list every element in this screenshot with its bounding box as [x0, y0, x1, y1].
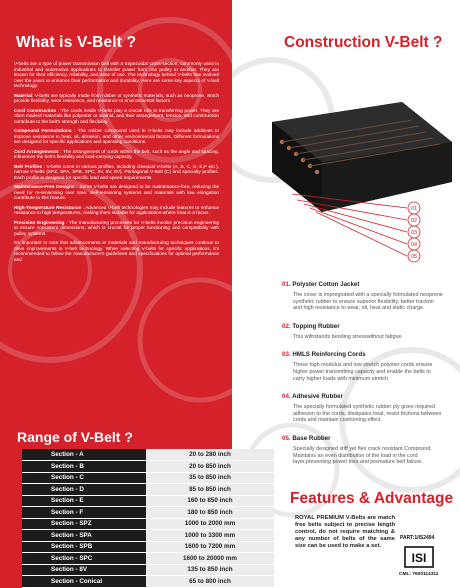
term-label: Maintenance-Free Designs — [14, 185, 75, 191]
paragraph-belt-profiles — [14, 165, 219, 182]
range-cell: 1600 to 7200 mm — [146, 541, 274, 553]
paragraph-cord-construction — [14, 109, 219, 126]
vbelt-cross-section-icon — [252, 62, 457, 277]
paragraph-compound — [14, 129, 219, 146]
callout-05: 05 — [410, 254, 418, 260]
vbelt-description — [14, 62, 219, 267]
term-text: : The arrangement of cords within the belt, such as the angle and spacing, influences the belt's flexibility and load-carrying capacity. — [14, 149, 219, 161]
layer-title: 05. Base Rubber — [282, 434, 331, 442]
paragraph-cord-arrangements — [14, 150, 219, 161]
table-row — [22, 472, 274, 484]
construction-title: Construction V-Belt ? — [284, 34, 443, 51]
term-text: : V-belts are typically made from rubber or synthetic materials, such as neoprene, which provide flexibility, wear resistance, and resistance to environmental factors. — [14, 93, 219, 105]
term-text: : Some V-belts are designed to be maintenance-free, reducing the need for re-tensioning over time. Self-tensioning systems and materials with low elongation contribute to this feature. — [14, 185, 220, 202]
term-label: Compound Formulations — [14, 129, 72, 135]
table-row — [22, 576, 274, 588]
section-cell: Section - SPA — [22, 530, 146, 542]
section-cell: Section - Conical — [22, 576, 146, 588]
term-label: Material — [14, 93, 32, 99]
paragraph-maintenance-free — [14, 185, 219, 202]
section-cell: Section - B — [22, 461, 146, 473]
paragraph-material — [14, 94, 219, 105]
part-number: PART:1/IS2494 — [400, 535, 435, 541]
table-row — [22, 518, 274, 530]
features-text: ROYAL PREMIUM V-Belts are match free belts subject to precise length control, do not require matching & any number of belts of the same size can be used to make a set. — [295, 515, 395, 549]
range-cell: 65 to 800 inch — [146, 576, 274, 588]
section-cell: Section - E — [22, 495, 146, 507]
isi-logo-text: ISI — [411, 551, 427, 565]
term-text: : Advanced V-belt technologies may include features to enhance resistance to high temperatures, making them suitable for applications where heat is a factor. — [14, 205, 219, 217]
term-label: Precision Engineering — [14, 220, 65, 226]
layer-description: The cover is impregnated with a specially formulated neoprene synthetic rubber to ensure superior flexibility, better traction and high resistance to wear, oil, heat and static charge. — [293, 292, 443, 312]
table-row — [22, 495, 274, 507]
term-text: : The cords inside V-belts play a crucial role in transferring power. They are often madeof materials like polyester or aramid, and their arrangement, tension, and construction contribute to the belt's strength and flexibility. — [14, 108, 219, 125]
layer-title: 02. Topping Rubber — [282, 322, 340, 330]
table-row — [22, 484, 274, 496]
table-row — [22, 564, 274, 576]
term-label: Belt Profiles — [14, 164, 43, 170]
term-text: : The rubber compound used in V-belts may include additives to improve resistance to heat, oil, abrasion, and other environmental factors. Different formulations are designed for specific applications and operating conditions. — [14, 129, 219, 146]
range-title: Range of V-Belt ? — [17, 429, 133, 445]
closing-paragraph: It's important to note that advancements in materials and manufacturing techniques continue to drive improvements in V-belt technology. When selecting V-belts for specific applications, it's recommended to follow the manufacturer's guidelines and specifications for optimal performance and — [14, 241, 219, 263]
range-cell: 135 to 850 inch — [146, 564, 274, 576]
range-cell: 1000 to 3300 mm — [146, 530, 274, 542]
callout-02: 02 — [410, 218, 418, 224]
range-cell: 20 to 850 inch — [146, 461, 274, 473]
cml-number: CML: 7600114311 — [399, 572, 439, 577]
layer-title: 01. Polyster Cotton Jacket — [282, 281, 360, 288]
term-text: : The manufacturing processes for V-belts involve precision engineering to ensure consistent dimensions, which is crucial for proper functioning and compatibility with pulley systems. — [14, 220, 219, 237]
table-row — [22, 461, 274, 473]
layer-title: 04. Adhesive Rubber — [282, 393, 343, 401]
layer-description: These high modulus and low stretch polyster cords ensure higher power transmitting capacity and enable the belts to carry higher loads with minimum stretch — [293, 362, 433, 382]
callout-04: 04 — [410, 242, 418, 248]
section-cell: Section - F — [22, 507, 146, 519]
layer-title: 03. HMLS Reinforcing Cords — [282, 351, 366, 359]
callout-01: 01 — [410, 206, 418, 212]
range-cell: 85 to 850 inch — [146, 484, 274, 496]
range-cell: 20 to 280 inch — [146, 449, 274, 461]
table-row — [22, 507, 274, 519]
term-label: Cord Construction — [14, 108, 57, 114]
table-row — [22, 530, 274, 542]
section-cell: Section - A — [22, 449, 146, 461]
range-cell: 1600 to 20000 mm — [146, 553, 274, 565]
section-cell: Section - SPZ — [22, 518, 146, 530]
range-cell: 180 to 850 inch — [146, 507, 274, 519]
range-table — [22, 449, 274, 588]
paragraph-precision — [14, 221, 219, 238]
paragraph-high-temp — [14, 206, 219, 217]
section-cell: Section - 8V — [22, 564, 146, 576]
term-label: Cord Arrangements — [14, 149, 59, 155]
layer-description: The specially formulated synthetic rubber ply gives required adhesion to the cords, dissipates heat, resist frictions between cords and maintain cushioning effect — [293, 404, 442, 424]
range-cell: 35 to 850 inch — [146, 472, 274, 484]
section-cell: Section - SPC — [22, 553, 146, 565]
callout-03: 03 — [410, 230, 418, 236]
layer-description: This withstands bending stresswithout fatigue. — [293, 333, 403, 340]
section-cell: Section - SPB — [22, 541, 146, 553]
table-row — [22, 553, 274, 565]
section-cell: Section - D — [22, 484, 146, 496]
intro-paragraph: V-belts are a type of power transmission belt with a trapezoidal cross-section, commonly used in industrial and automotive applications to transfer power from one pulley to another. They are known for their efficiency, reliability, and ease of use. The technology behind V-belts has evolved over the years to enhance their performance and durability. Here are some key aspects of V-belt technology: — [14, 62, 219, 90]
isi-mark-icon — [404, 546, 434, 568]
term-label: High-Temperature Resistance — [14, 205, 82, 211]
what-is-vbelt-title: What is V-Belt ? — [16, 34, 137, 51]
range-cell: 160 to 850 inch — [146, 495, 274, 507]
table-row — [22, 449, 274, 461]
layer-list — [282, 281, 452, 477]
features-title: Features & Advantage — [290, 490, 454, 507]
layer-description: Specially designed stiff yet flex crack resistant Compound. Maintains an even distribution of the load in the cord layer,preventing power loss and premature belt failure. — [293, 445, 432, 466]
section-cell: Section - C — [22, 472, 146, 484]
term-text: : V-belts come in various profiles, including classical V-belts (A, B, C, D, E,F etc.), narrow V-belts (SPZ, SPA, SPB, SPC, 3V, 5V, 8V), Pentagonal V-Belt (C) and specialty profiles. Each profile is designed for specific load and speed requirements. — [14, 164, 219, 181]
table-row — [22, 541, 274, 553]
range-cell: 1000 to 2000 mm — [146, 518, 274, 530]
